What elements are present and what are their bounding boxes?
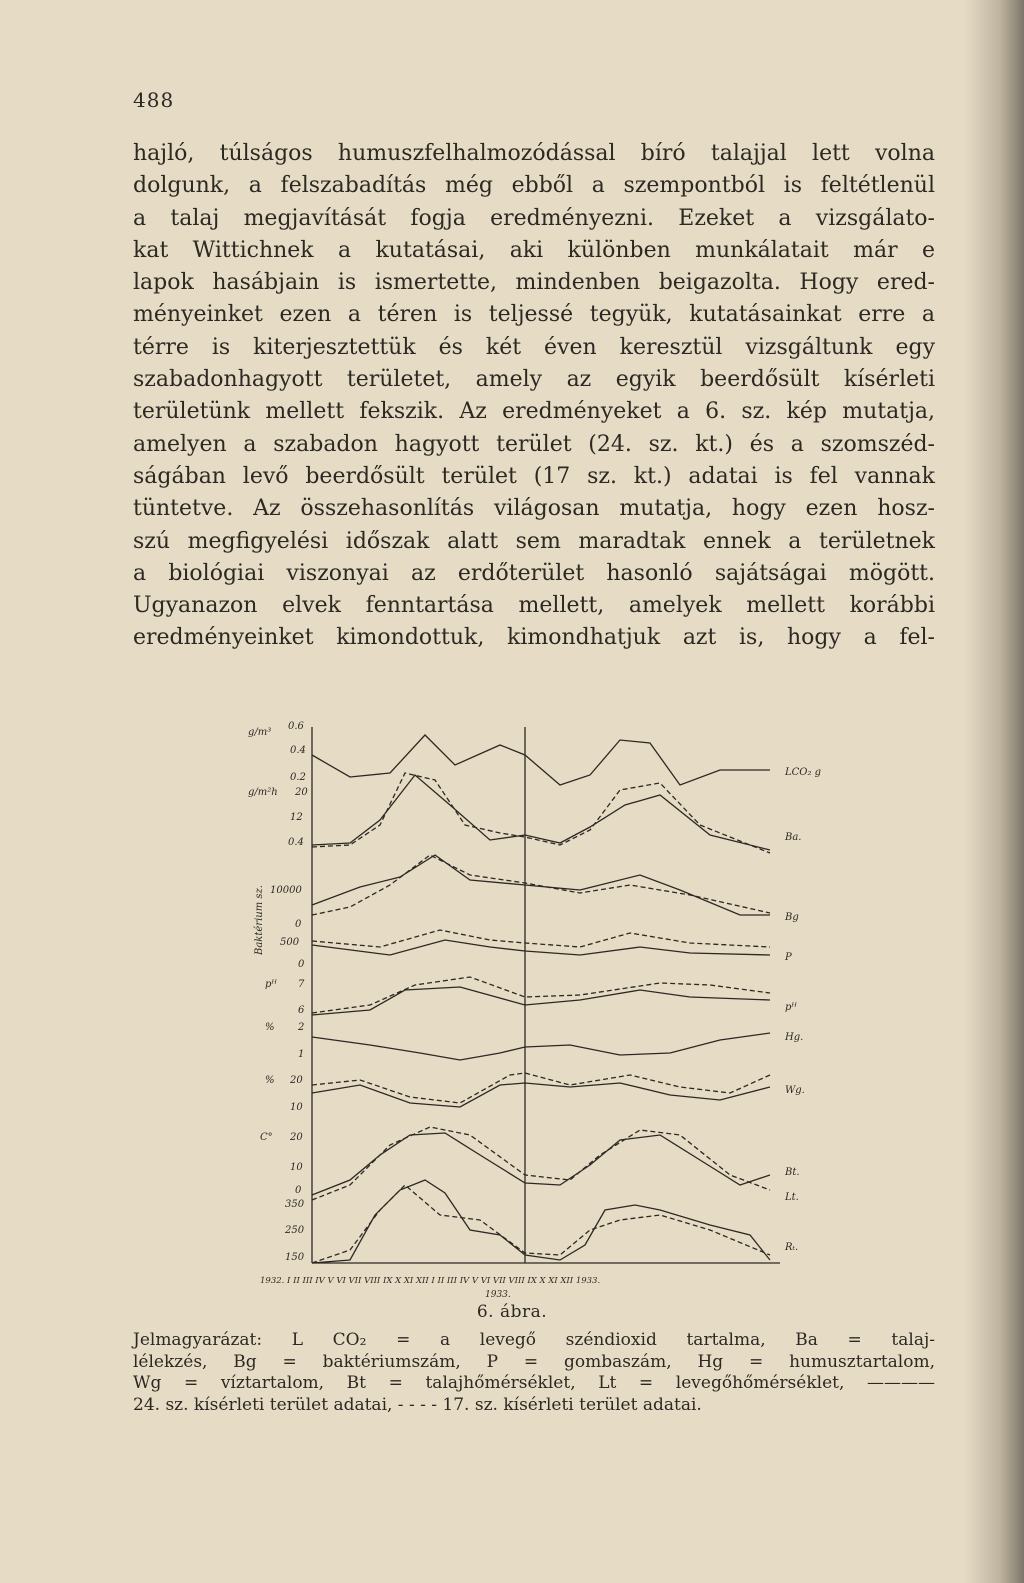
figure-legend xyxy=(133,1330,935,1416)
tick-label: 6 xyxy=(298,1005,305,1016)
text-line: tüntetve. Az összehasonlítás világosan mutatja, hogy ezen hosz- xyxy=(133,496,935,522)
series-ph-solid xyxy=(312,987,770,1015)
axis-unit-wg: % xyxy=(265,1075,275,1086)
label-ph: pᴴ xyxy=(785,1002,797,1013)
label-wg: Wg. xyxy=(785,1085,805,1096)
tick-label: 0.4 xyxy=(290,745,306,756)
text-line: amelyen a szabadon hagyott terület (24. sz. kt.) és a szomszéd- xyxy=(133,431,935,457)
axis-unit-ph: pᴴ xyxy=(265,979,277,990)
series-p-dashed xyxy=(312,930,770,947)
series-lco2-solid xyxy=(312,735,770,785)
series-ba-solid xyxy=(312,775,770,850)
x-axis-year: 1933. xyxy=(485,1290,511,1300)
series-wg-solid xyxy=(312,1083,770,1107)
tick-label: 0 xyxy=(298,959,305,970)
label-lco2: LCO₂ g xyxy=(785,767,822,778)
axis-unit-hg: % xyxy=(265,1022,275,1033)
series-bg-dashed xyxy=(312,855,770,915)
tick-label: 20 xyxy=(295,787,308,798)
text-line: szú megfigyelési időszak alatt sem maradtak ennek a területnek xyxy=(133,528,935,554)
axis-unit-temp: C° xyxy=(260,1132,273,1143)
label-bg: Bg xyxy=(785,912,799,923)
figure-6-line-chart xyxy=(240,715,840,1305)
text-line: eredményeinket kimondottuk, kimondhatjuk azt is, hogy a fel- xyxy=(133,625,935,651)
tick-label: 0.6 xyxy=(288,721,304,732)
tick-label: 0.2 xyxy=(290,772,306,783)
text-line: a biológiai viszonyai az erdőterület hasonló sajátságai mögött. xyxy=(133,560,935,586)
tick-label: 20 xyxy=(290,1132,303,1143)
figure-caption: 6. ábra. xyxy=(476,1302,548,1322)
axis-unit-lco2: g/m³ xyxy=(248,727,272,738)
label-hg: Hg. xyxy=(785,1032,804,1043)
label-bt: Bt. xyxy=(785,1167,800,1178)
legend-line: Wg = víztartalom, Bt = talajhőmérséklet, Lt = levegőhőmérséklet, ———— xyxy=(133,1373,935,1393)
tick-label: 0 xyxy=(295,919,302,930)
tick-label: 10 xyxy=(290,1102,303,1113)
tick-label: 10000 xyxy=(270,885,302,896)
tick-label: 12 xyxy=(290,812,303,823)
figure-6-svg xyxy=(240,715,840,1305)
tick-label: 20 xyxy=(290,1075,303,1086)
x-axis-months: 1932. I II III IV V VI VII VIII IX X XI XII I II III IV V VI VII VIII IX X XI XII 1933. xyxy=(260,1276,601,1286)
label-lt: Lt. xyxy=(785,1192,799,1203)
series-lt-dashed xyxy=(312,1127,770,1200)
label-ba: Ba. xyxy=(785,832,802,843)
text-line: ményeinket ezen a téren is teljessé tegyük, kutatásainkat erre a xyxy=(133,302,935,328)
label-p: P xyxy=(785,952,792,963)
series-bg-solid xyxy=(312,855,770,915)
tick-label: 10 xyxy=(290,1162,303,1173)
text-line: térre is kiterjesztettük és két éven keresztül vizsgáltunk egy xyxy=(133,334,935,360)
series-p-solid xyxy=(312,940,770,955)
text-line: területünk mellett fekszik. Az eredményeket a 6. sz. kép mutatja, xyxy=(133,399,935,425)
tick-label: 0.4 xyxy=(288,837,304,848)
page-number: 488 xyxy=(133,88,175,112)
legend-line: Jelmagyarázat: L CO₂ = a levegő széndioxid tartalma, Ba = talaj- xyxy=(133,1330,935,1350)
label-rt: Rₜ. xyxy=(785,1242,799,1253)
tick-label: 500 xyxy=(280,937,300,948)
text-line: ságában levő beerdősült terület (17 sz. kt.) adatai is fel vannak xyxy=(133,463,935,489)
series-rt-dashed xyxy=(312,1185,770,1263)
text-line: hajló, túlságos humuszfelhalmozódással bíró talajjal lett volna xyxy=(133,141,935,166)
text-line: a talaj megjavítását fogja eredményezni. Ezeket a vizsgálato- xyxy=(133,205,935,231)
text-line: kat Wittichnek a kutatásai, aki különben munkálatait már e xyxy=(133,237,935,263)
tick-label: 1 xyxy=(298,1049,305,1060)
page-edge-shadow xyxy=(964,0,1024,1583)
text-line: szabadonhagyott területet, amely az egyik beerdősült kísérleti xyxy=(133,367,935,393)
vertical-axis-text: Baktérium sz. xyxy=(254,885,265,955)
series-bt-solid xyxy=(312,1133,770,1195)
body-paragraph xyxy=(133,138,935,655)
tick-label: 350 xyxy=(285,1199,305,1210)
legend-line: lélekzés, Bg = baktériumszám, P = gombaszám, Hg = humusztartalom, xyxy=(133,1351,935,1372)
tick-label: 2 xyxy=(298,1022,305,1033)
axis-unit-ba: g/m²h xyxy=(248,787,278,798)
tick-label: 0 xyxy=(295,1185,302,1196)
tick-label: 7 xyxy=(298,979,305,990)
tick-label: 150 xyxy=(285,1252,305,1263)
text-line: Ugyanazon elvek fenntartása mellett, amelyek mellett korábbi xyxy=(133,593,935,619)
series-hg-solid xyxy=(312,1033,770,1060)
text-line: lapok hasábjain is ismertette, mindenben beigazolta. Hogy ered- xyxy=(133,270,935,296)
tick-label: 250 xyxy=(285,1225,305,1236)
series-ph-dashed xyxy=(312,977,770,1013)
text-line: dolgunk, a felszabadítás még ebből a szempontból is feltétlenül xyxy=(133,173,935,199)
series-rt-solid xyxy=(312,1180,770,1263)
series-ba-dashed xyxy=(312,773,770,853)
legend-line: 24. sz. kísérleti terület adatai, - - - - 17. sz. kísérleti terület adatai. xyxy=(133,1394,702,1415)
